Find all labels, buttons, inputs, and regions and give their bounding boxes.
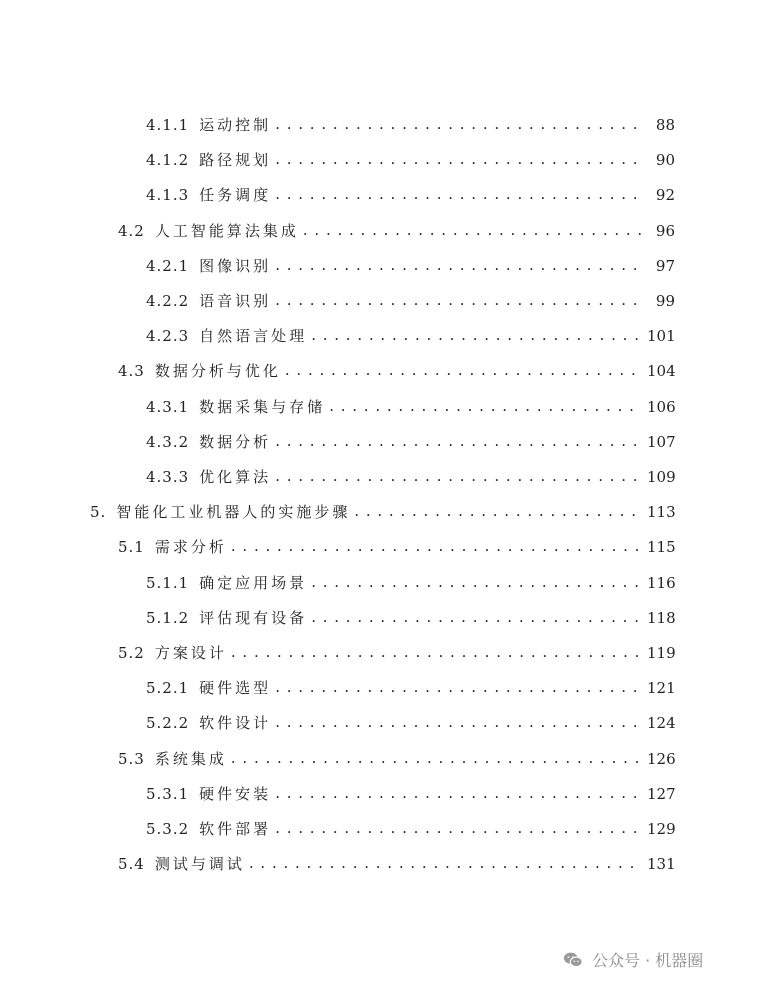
toc-entry-page-number: 90 [655,151,675,170]
toc-entry-number: 5.2.1 [146,679,190,698]
toc-entry-page-number: 101 [647,327,676,346]
toc-dot-leader [275,287,641,313]
toc-dot-leader [275,181,641,207]
toc-dot-leader [311,569,641,595]
toc-dot-leader [275,111,641,137]
toc-entry[interactable] [146,816,675,842]
toc-entry[interactable] [146,781,675,807]
toc-entry-number: 5.3.1 [146,784,190,803]
toc-entry[interactable] [118,358,675,384]
toc-entry-page-number: 96 [655,221,675,240]
toc-entry-title: 自然语言处理 [199,327,308,346]
toc-entry-number: 5.3.2 [146,820,190,838]
toc-dot-leader [231,533,641,559]
toc-dot-leader [311,322,641,348]
toc-entry-title: 硬件安装 [199,784,272,803]
toc-entry[interactable] [146,710,675,736]
toc-entry-number: 5.3 [118,749,145,768]
toc-entry-number: 4.3.1 [146,397,190,416]
toc-entry[interactable] [146,394,675,420]
toc-dot-leader [311,604,641,630]
toc-entry-title: 数据分析 [199,432,272,451]
toc-entry-page-number: 126 [647,749,676,768]
toc-entry-title: 软件部署 [199,820,272,838]
toc-dot-leader [275,780,641,806]
toc-entry-page-number: 116 [647,573,676,592]
toc-entry-number: 5.1.2 [146,608,190,627]
toc-entry[interactable] [146,112,675,138]
toc-entry[interactable] [146,675,675,701]
toc-dot-leader [329,393,641,419]
toc-entry[interactable] [118,534,675,560]
toc-entry-number: 4.2.3 [146,327,190,346]
toc-entry-page-number: 131 [647,855,676,874]
toc-entry-page-number: 118 [647,608,676,627]
toc-entry-page-number: 106 [647,397,676,416]
toc-entry-page-number: 107 [647,432,676,451]
toc-entry-number: 5.2.2 [146,714,190,733]
toc-dot-leader [231,639,641,665]
toc-entry[interactable] [146,605,675,631]
toc-entry-number: 4.1.1 [146,116,190,134]
toc-entry-page-number: 99 [655,292,675,310]
toc-entry-number: 5.1 [118,538,145,557]
toc-entry-number: 4.2.1 [146,256,190,275]
toc-entry-title: 测试与调试 [154,855,245,874]
toc-entry-number: 4.1.2 [146,151,190,170]
toc-entry-title: 系统集成 [154,749,227,768]
toc-entry-page-number: 104 [647,362,676,381]
toc-entry-title: 方案设计 [154,644,227,662]
toc-entry-number: 4.2.2 [146,292,190,310]
wechat-icon [562,949,584,971]
toc-entry-title: 数据采集与存储 [199,397,326,416]
toc-entry-page-number: 121 [647,679,676,698]
toc-entry[interactable] [118,218,675,244]
toc-entry-title: 优化算法 [199,468,272,486]
toc-entry-page-number: 113 [647,503,676,522]
toc-entry-title: 语音识别 [199,292,272,310]
toc-entry-title: 任务调度 [199,186,272,205]
toc-entry-number: 4.3 [118,362,145,381]
toc-entry[interactable] [90,499,675,525]
toc-dot-leader [275,146,641,172]
toc-entry-title: 智能化工业机器人的实施步骤 [116,503,351,522]
toc-entry-title: 路径规划 [199,151,272,170]
toc-entry[interactable] [146,464,675,490]
toc-entry-title: 需求分析 [154,538,227,557]
toc-entry[interactable] [146,147,675,173]
toc-entry[interactable] [118,851,675,877]
watermark [562,948,703,971]
toc-entry[interactable] [118,640,675,666]
toc-dot-leader [275,252,641,278]
toc-entry-number: 4.3.3 [146,468,190,486]
toc-entry-title: 人工智能算法集成 [154,221,299,240]
toc-dot-leader [354,498,641,524]
toc-entry-page-number: 124 [647,714,676,733]
toc-entry-title: 运动控制 [199,116,272,134]
toc-entry[interactable] [146,288,675,314]
toc-entry-page-number: 115 [647,538,676,557]
toc-entry-page-number: 127 [647,784,676,803]
toc-entry-title: 评估现有设备 [199,608,308,627]
toc-dot-leader [231,745,641,771]
toc-entry[interactable] [118,746,675,772]
toc-entry-title: 确定应用场景 [199,573,308,592]
toc-entry-number: 4.3.2 [146,432,190,451]
toc-entry-title: 软件设计 [199,714,272,733]
toc-entry-page-number: 119 [647,644,676,662]
watermark-text: 公众号 · 机器圈 [592,951,704,970]
toc-entry[interactable] [146,570,675,596]
toc-entry-number: 4.1.3 [146,186,190,205]
toc-dot-leader [275,463,641,489]
toc-entry-number: 4.2 [118,221,145,240]
toc-entry-number: 5.1.1 [146,573,190,592]
toc-entry-title: 数据分析与优化 [154,362,281,381]
toc-dot-leader [285,357,641,383]
toc-dot-leader [275,428,641,454]
toc-entry-number: 5.4 [118,855,145,874]
toc-entry[interactable] [146,253,675,279]
toc-entry-page-number: 92 [655,186,675,205]
toc-entry[interactable] [146,182,675,208]
toc-dot-leader [249,850,641,876]
toc-entry-page-number: 88 [655,116,675,134]
toc-entry-page-number: 129 [647,820,676,838]
toc-entry-title: 图像识别 [199,256,272,275]
toc-dot-leader [275,674,641,700]
toc-entry-page-number: 97 [655,256,675,275]
toc-dot-leader [275,709,641,735]
toc-dot-leader [275,815,641,841]
toc-entry-number: 5.2 [118,644,145,662]
toc-entry-page-number: 109 [647,468,676,486]
toc-entry[interactable] [146,429,675,455]
toc-entry[interactable] [146,323,675,349]
toc-entry-number: 5. [90,503,107,522]
toc-entry-title: 硬件选型 [199,679,272,698]
toc-dot-leader [303,217,641,243]
